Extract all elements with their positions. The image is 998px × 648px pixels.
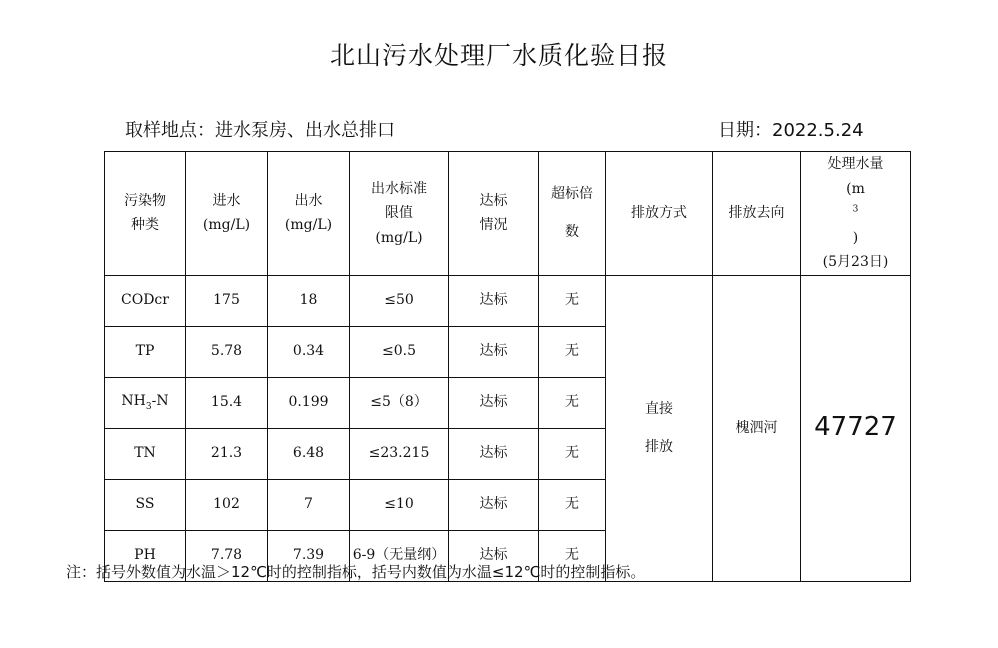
header-volume: 处理水量 (m $^3$ ) (5月23日) bbox=[801, 152, 911, 276]
discharge-destination-cell: 槐泗河 bbox=[713, 275, 801, 581]
outflow-cell: 18 bbox=[268, 275, 350, 326]
discharge-method-cell: 直接 排放 bbox=[606, 275, 713, 581]
outflow-cell: 7 bbox=[268, 479, 350, 530]
header-inflow: 进水 (mg/L) bbox=[186, 152, 268, 276]
outflow-cell: 7.39 bbox=[268, 530, 350, 581]
outflow-cell: 6.48 bbox=[268, 428, 350, 479]
limit-cell: ≤10 bbox=[350, 479, 449, 530]
header-outflow: 出水 (mg/L) bbox=[268, 152, 350, 276]
pollutant-cell: TN bbox=[105, 428, 186, 479]
inflow-cell: 102 bbox=[186, 479, 268, 530]
limit-cell: ≤0.5 bbox=[350, 326, 449, 377]
outflow-cell: 0.199 bbox=[268, 377, 350, 428]
footnote: 注：括号外数值为水温＞12℃时的控制指标，括号内数值为水温≤12℃时的控制指标。 bbox=[66, 563, 646, 581]
limit-cell: ≤5（8） bbox=[350, 377, 449, 428]
compliance-cell: 达标 bbox=[449, 530, 539, 581]
report-title: 北山污水处理厂水质化验日报 bbox=[329, 41, 668, 70]
pollutant-cell: $NH_3-N$ bbox=[105, 377, 186, 428]
limit-cell: ≤23.215 bbox=[350, 428, 449, 479]
header-discharge-method: 排放方式 bbox=[606, 152, 713, 276]
exceed-cell: 无 bbox=[539, 326, 606, 377]
header-limit: 出水标准 限值 (mg/L) bbox=[350, 152, 449, 276]
pollutant-cell: PH bbox=[105, 530, 186, 581]
exceed-cell: 无 bbox=[539, 479, 606, 530]
inflow-cell: 15.4 bbox=[186, 377, 268, 428]
inflow-cell: 7.78 bbox=[186, 530, 268, 581]
compliance-cell: 达标 bbox=[449, 326, 539, 377]
compliance-cell: 达标 bbox=[449, 479, 539, 530]
inflow-cell: 175 bbox=[186, 275, 268, 326]
treated-volume-cell: 47727 bbox=[801, 275, 911, 581]
compliance-cell: 达标 bbox=[449, 377, 539, 428]
inflow-cell: 21.3 bbox=[186, 428, 268, 479]
header-compliance: 达标 情况 bbox=[449, 152, 539, 276]
sampling-location: 取样地点：进水泵房、出水总排口 bbox=[125, 120, 395, 141]
exceed-cell: 无 bbox=[539, 428, 606, 479]
exceed-cell: 无 bbox=[539, 275, 606, 326]
header-discharge-destination: 排放去向 bbox=[713, 152, 801, 276]
header-row bbox=[105, 152, 911, 276]
compliance-cell: 达标 bbox=[449, 275, 539, 326]
limit-cell: 6-9（无量纲） bbox=[350, 530, 449, 581]
exceed-cell: 无 bbox=[539, 530, 606, 581]
limit-cell: ≤50 bbox=[350, 275, 449, 326]
header-exceed: 超标倍 数 bbox=[539, 152, 606, 276]
header-pollutant: 污染物 种类 bbox=[105, 152, 186, 276]
outflow-cell: 0.34 bbox=[268, 326, 350, 377]
pollutant-cell: CODcr bbox=[105, 275, 186, 326]
inflow-cell: 5.78 bbox=[186, 326, 268, 377]
compliance-cell: 达标 bbox=[449, 428, 539, 479]
exceed-cell: 无 bbox=[539, 377, 606, 428]
table-row bbox=[105, 275, 911, 326]
water-quality-table bbox=[104, 151, 911, 582]
report-date: 日期：2022.5.24 bbox=[718, 120, 864, 141]
pollutant-cell: SS bbox=[105, 479, 186, 530]
pollutant-cell: TP bbox=[105, 326, 186, 377]
